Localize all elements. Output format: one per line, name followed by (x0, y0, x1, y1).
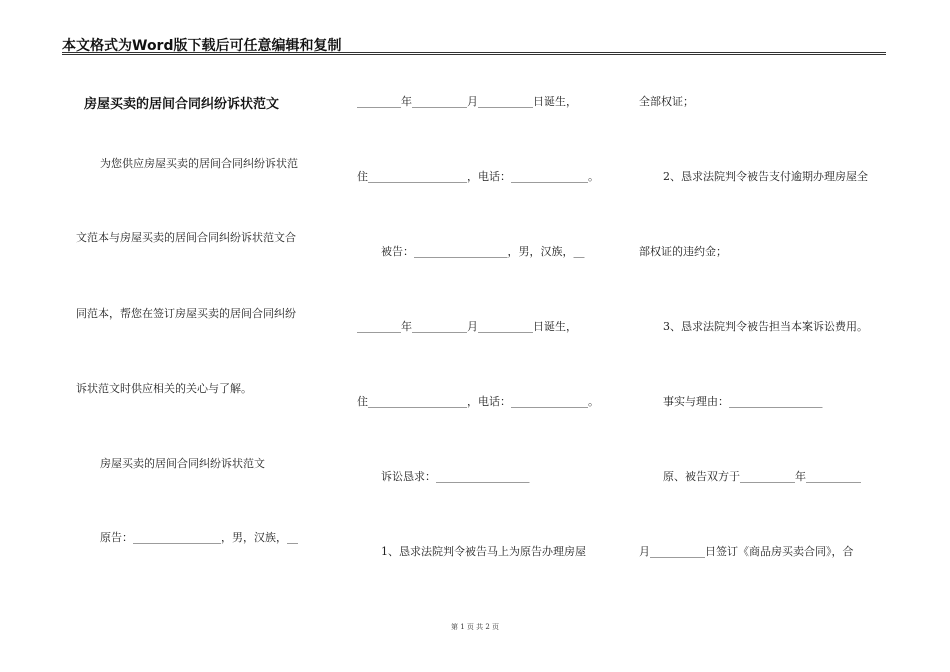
page-number: 第 1 页 共 2 页 (450, 623, 500, 631)
left-column (76, 0, 336, 620)
document-header-title: 本文格式为Word版下载后可任意编辑和复制 (62, 38, 342, 54)
text-line: 诉讼恳求：_________________ (381, 470, 530, 483)
section-heading: 房屋买卖的居间合同纠纷诉状范文 (100, 457, 265, 470)
document-title: 房屋买卖的居间合同纠纷诉状范文 (84, 97, 280, 112)
text-line: 住__________________，电话：______________。 (357, 395, 599, 408)
text-line: 被告：_________________，男，汉族，__ (381, 245, 585, 258)
text-line: 住__________________，电话：______________。 (357, 170, 599, 183)
text-line: 原、被告双方于__________年__________ (663, 470, 861, 483)
text-line: 2、恳求法院判令被告支付逾期办理房屋全 (663, 170, 868, 183)
text-line: 诉状范文时供应相关的关心与了解。 (76, 382, 252, 395)
text-line: 同范本，帮您在签订房屋买卖的居间合同纠纷 (76, 307, 296, 320)
text-line: 3、恳求法院判令被告担当本案诉讼费用。 (663, 320, 868, 333)
text-line: 事实与理由：_________________ (663, 395, 823, 408)
text-line: ________年__________月__________日诞生， (357, 95, 577, 108)
middle-column (357, 0, 617, 620)
text-line: 为您供应房屋买卖的居间合同纠纷诉状范 (100, 157, 298, 170)
text-line: 月__________日签订《商品房买卖合同》，合 (639, 545, 854, 558)
text-line: 全部权证； (639, 95, 694, 108)
text-line: ________年__________月__________日诞生， (357, 320, 577, 333)
text-line: 原告：________________，男，汉族，__ (100, 531, 298, 544)
text-line: 1、恳求法院判令被告马上为原告办理房屋 (381, 545, 586, 558)
text-line: 文范本与房屋买卖的居间合同纠纷诉状范文合 (76, 231, 296, 244)
right-column (639, 0, 899, 620)
text-line: 部权证的违约金； (639, 245, 727, 258)
